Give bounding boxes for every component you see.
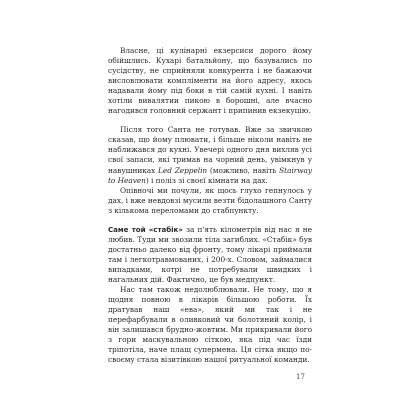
paragraph-3-text: Опівночі ми почули, як щось глухо гепнулось у дах, і вже невдовзі мусили везти бідолашного Санту з кількома переломами до стабпункту. [108, 185, 312, 215]
paragraph-5 [108, 285, 312, 365]
paragraph-2-band-name: Led Zeppelin [158, 165, 208, 175]
paragraph-2-text-continued: (можливо, навіть [207, 165, 280, 175]
paragraph-5-text: Нас там також недолюблювали. Не тому, що я щодня повною в лікарів більшою роботи. Їх дратував наш «ева», який ми так і не перефарбували в оливковий чи болотяний колір, і він залишався брудно-жовтим. Ми прикривали його з гори маскувальною сіткою, яка під час їзди тріпотіла, наче плащ супермена. Ця сітка якщо по-своєму стала візитівкою нашої ритуальної команди. [108, 285, 312, 365]
paragraph-2-text: Після того Санта не готував. Вже за звичкою сказав, що йому плювати, і більше ніколи навіть не наближався до кухні. Увечері одного дня вихляв усі свої запаси, які тримав на чорний день, увімкнув у навушниках [108, 125, 312, 175]
paragraph-1-text: Власне, ці кулінарні екзерсиси дорого йому обійшлись. Кухарі батальйону, що базувались по сусідству, не сприйняли конкурента і не бажаючи висловлювати компліменти на його адресу, якось надавали йому під боки в тій самій кухні. І навіть хотіли вивалятии пикою в борошні, але вчасно нагодився головний сержант і припинив екзекуцію. [108, 46, 312, 116]
paragraph-2 [108, 125, 312, 185]
paragraph-4-text: за п'ять кілометрів від нас я не любив. Туди ми звозили тіла загиблих. «Стабік» був достатньо далеко від фронту, тому лікарі приймали там і легкотравмованих, і 200-х. Словом, займалися випадками, котрі не потребували швидких і нагальних дій. Фактично, це був медпункт. [108, 224, 312, 284]
paragraph-1 [108, 46, 312, 116]
text-column [108, 46, 312, 365]
paragraph-4-lead-in: Саме той «стабік» [108, 224, 183, 234]
page-number: 17 [296, 373, 305, 381]
paragraph-3 [108, 186, 312, 216]
paragraph-2-song-title: Stairway to Heaven [108, 165, 312, 185]
paragraph-4 [108, 225, 312, 285]
paragraph-2-text-end: ) і поліз зі своєї кімнати на дах. [145, 175, 268, 185]
